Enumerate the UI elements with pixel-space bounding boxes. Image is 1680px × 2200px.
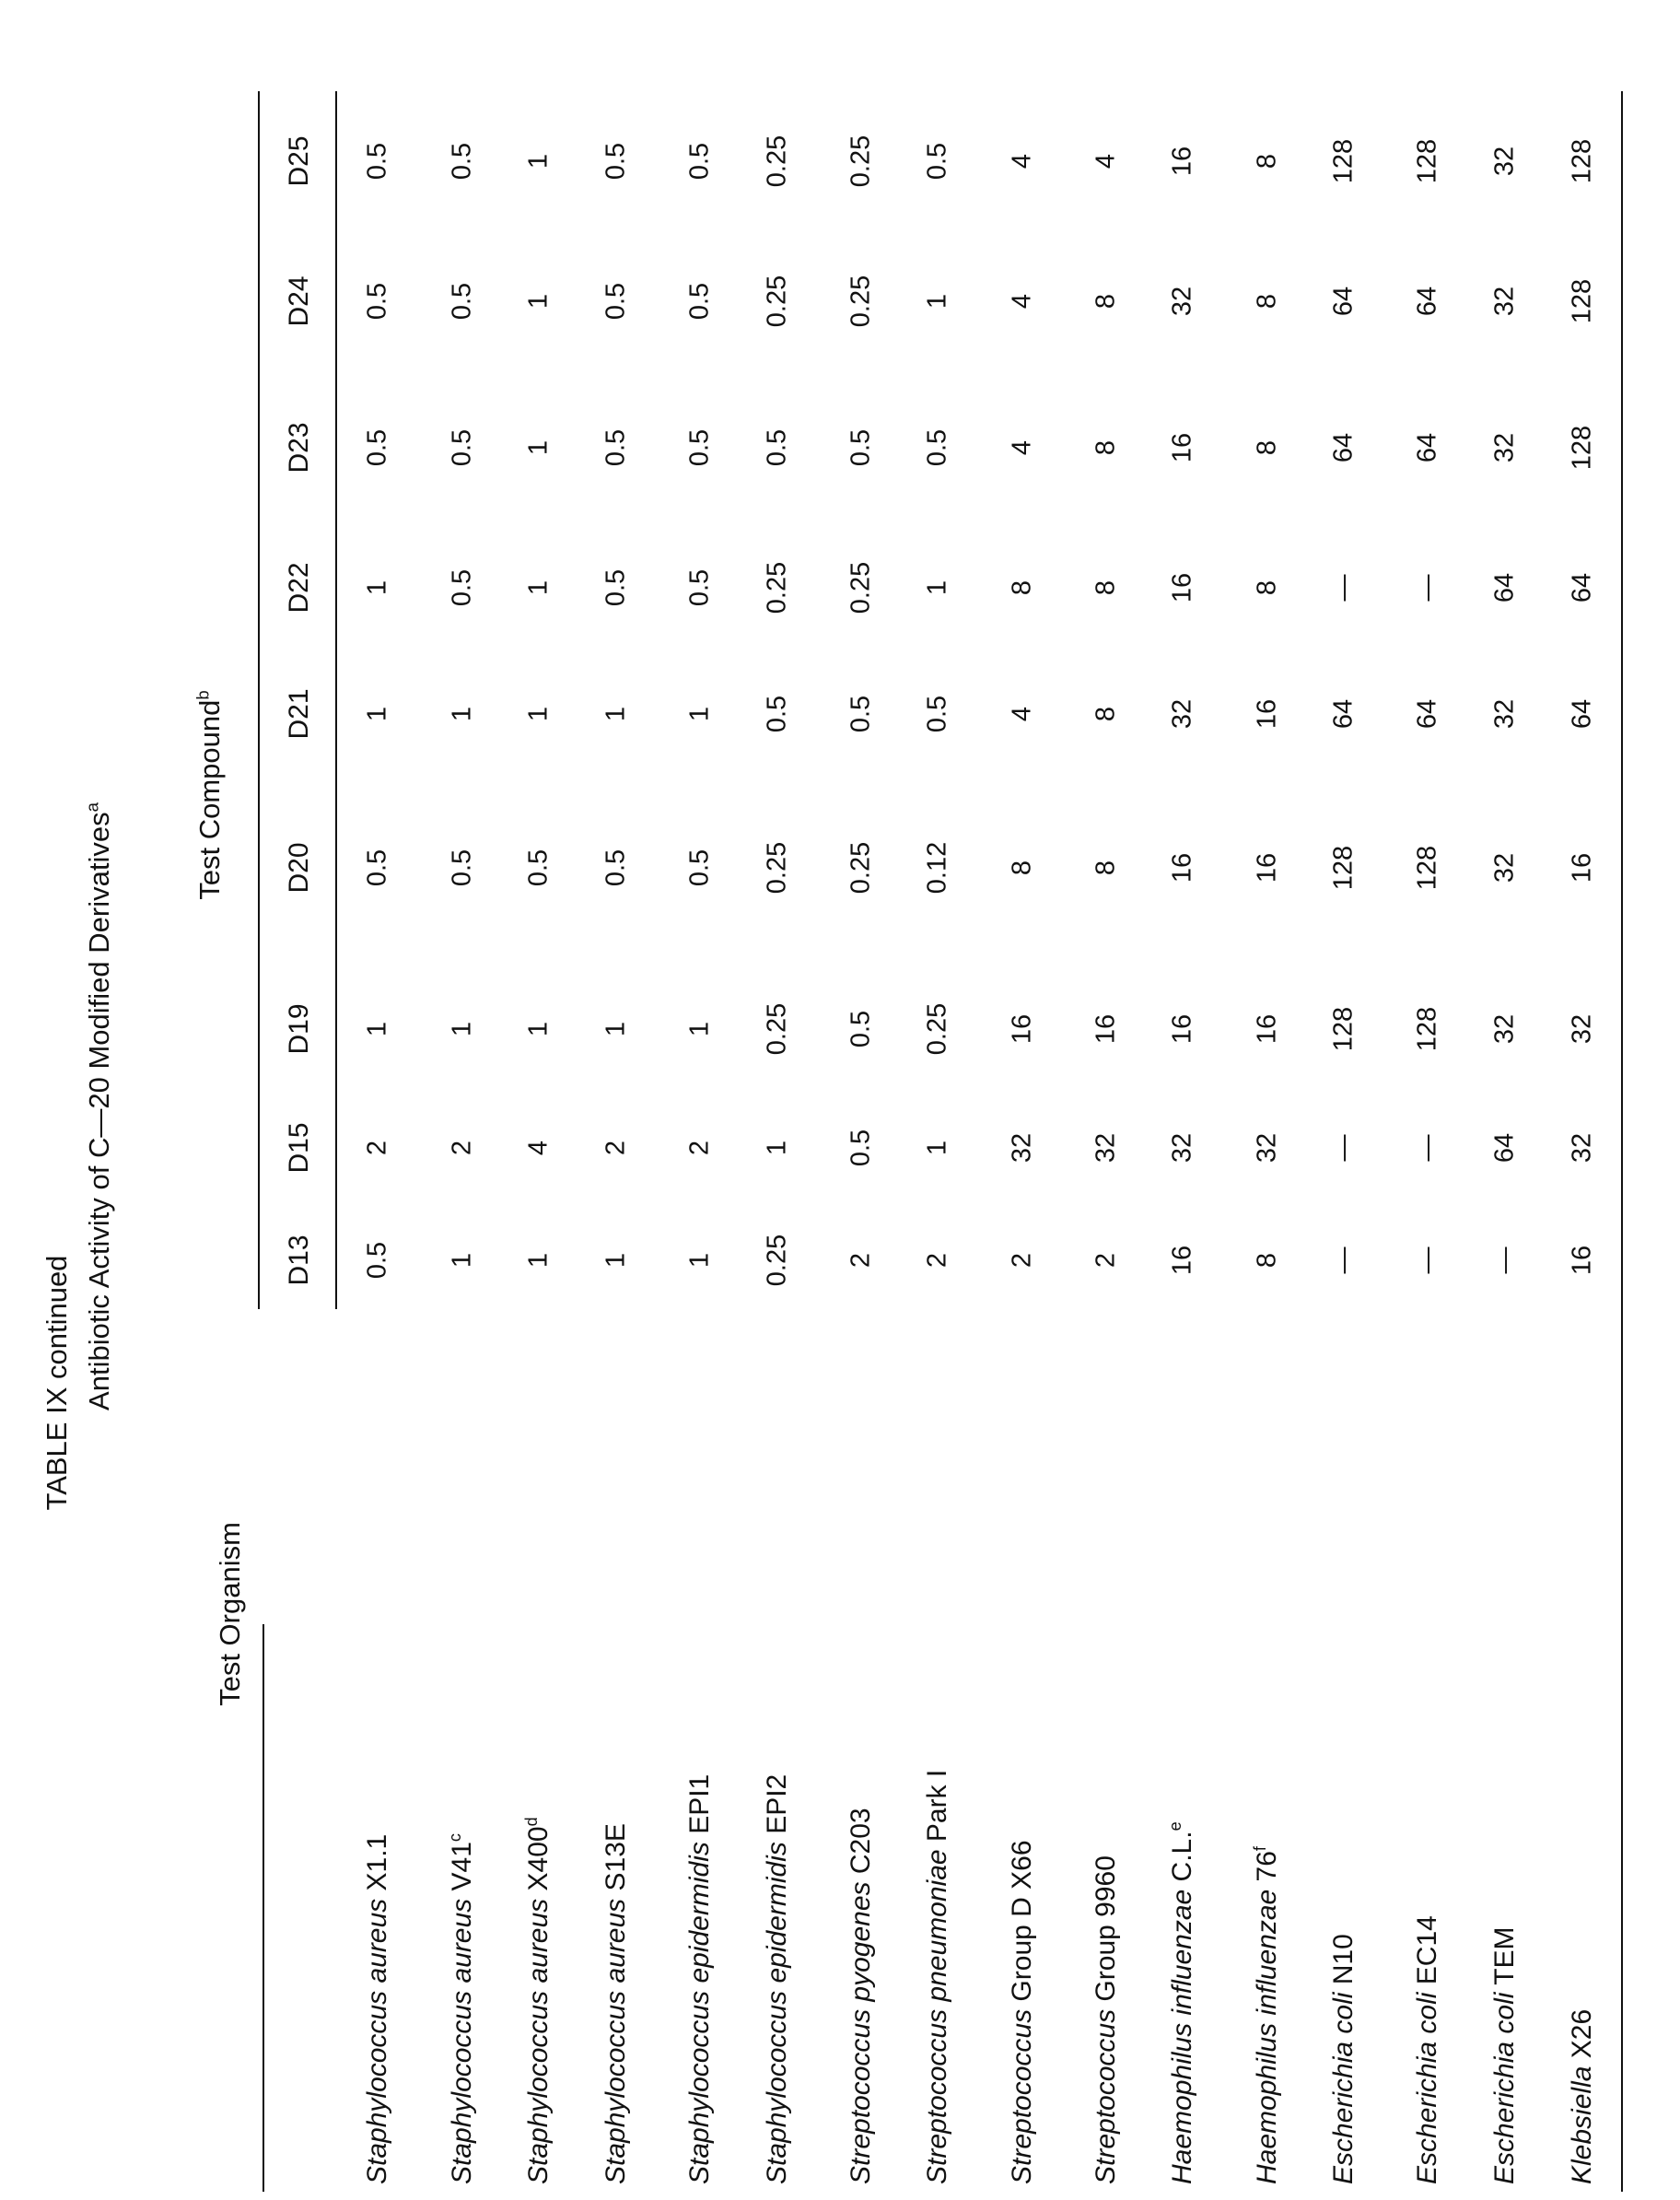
table-cell: 2: [601, 1141, 632, 1155]
organism-species: Escherichia coli: [1328, 1993, 1359, 2184]
organism-species: Staphylococcus epidermidis: [762, 1842, 792, 2184]
table-cell: 4: [1008, 154, 1038, 169]
table-cell: 8: [1008, 860, 1038, 875]
table-cell: 0.25: [923, 1003, 953, 1055]
table-cell: —: [1329, 1135, 1359, 1162]
organism-name: [684, 1774, 716, 2184]
column-header-d23: D23: [284, 422, 315, 473]
table-cell: 0.5: [601, 569, 632, 606]
organism-strain: C203: [846, 1808, 876, 1874]
table-cell: 1: [524, 294, 554, 309]
table-cell: 0.5: [763, 696, 793, 732]
table-cell: 0.5: [448, 283, 478, 320]
table-cell: 32: [1490, 433, 1521, 462]
table-cell: 0.5: [524, 849, 554, 886]
column-header-d21: D21: [284, 688, 315, 739]
organism-strain: X26: [1567, 2009, 1597, 2058]
table-cell: 16: [1168, 1246, 1198, 1275]
table-cell: 4: [1008, 707, 1038, 721]
column-header-d24: D24: [284, 275, 315, 326]
organism-strain: X1.1: [362, 1834, 392, 1891]
organism-species: Escherichia coli: [1489, 1993, 1520, 2184]
organism-name: [1489, 1926, 1521, 2184]
column-header-rule: [335, 91, 337, 1309]
table-cell: 128: [1413, 1007, 1443, 1051]
table-cell: 8: [1091, 580, 1122, 595]
table-cell: 0.5: [685, 429, 716, 466]
table-cell: —: [1490, 1247, 1521, 1274]
table-cell: 128: [1329, 1007, 1359, 1051]
table-cell: 64: [1490, 1133, 1521, 1163]
table-cell: 0.5: [685, 283, 716, 320]
table-cell: 32: [1490, 287, 1521, 316]
table-cell: 8: [1091, 440, 1122, 455]
organism-strain: EC14: [1412, 1915, 1442, 1984]
table-cell: 0.25: [846, 135, 877, 187]
organism-species: Staphylococcus aureus: [601, 1899, 631, 2184]
table-cell: 0.5: [846, 1129, 877, 1166]
organism-name: [846, 1808, 877, 2184]
organism-species: Staphylococcus aureus: [523, 1899, 554, 2184]
table-cell: 2: [923, 1253, 953, 1268]
table-cell: 2: [363, 1141, 393, 1155]
table-cell: 1: [923, 580, 953, 595]
table-cell: 4: [1008, 294, 1038, 309]
organism-strain: EPI2: [762, 1774, 792, 1834]
table-cell: 1: [363, 707, 393, 721]
table-title: TABLE IX continued: [41, 1256, 74, 1511]
table-cell: 8: [1091, 860, 1122, 875]
table-cell: 0.25: [763, 1235, 793, 1286]
organism-species: Streptococcus pneumoniae: [922, 1849, 952, 2184]
organism-strain: Group 9960: [1091, 1855, 1121, 2001]
strain-footnote: e: [1166, 1821, 1184, 1831]
organism-name: [447, 1833, 478, 2184]
table-cell: —: [1413, 1135, 1443, 1162]
table-cell: 16: [1253, 1014, 1283, 1044]
table-cell: 1: [448, 707, 478, 721]
table-cell: 0.5: [685, 569, 716, 606]
table-cell: 0.5: [685, 849, 716, 886]
compound-header-rule: [258, 91, 260, 1309]
table-cell: 0.5: [363, 429, 393, 466]
table-cell: 0.25: [763, 842, 793, 894]
organism-strain: V41: [447, 1842, 477, 1890]
table-cell: 1: [685, 1022, 716, 1036]
table-cell: 1: [685, 707, 716, 721]
table-cell: 16: [1168, 573, 1198, 603]
strain-footnote: c: [446, 1833, 464, 1842]
table-cell: 0.5: [601, 143, 632, 180]
table-cell: 0.5: [601, 283, 632, 320]
table-cell: 0.5: [448, 569, 478, 606]
organism-strain: N10: [1328, 1934, 1359, 1984]
table-cell: 0.5: [763, 429, 793, 466]
table-cell: 32: [1091, 1133, 1122, 1163]
table-cell: 32: [1008, 1133, 1038, 1163]
table-cell: 32: [1490, 853, 1521, 883]
table-cell: 1: [363, 580, 393, 595]
organism-name: [1328, 1934, 1359, 2184]
table-cell: 1: [601, 1253, 632, 1268]
organism-strain: 76: [1252, 1851, 1282, 1881]
organism-species: Streptococcus: [1091, 2009, 1121, 2184]
table-cell: 1: [601, 1022, 632, 1036]
table-cell: 0.5: [363, 849, 393, 886]
table-cell: 0.25: [846, 562, 877, 614]
table-cell: 0.25: [846, 275, 877, 327]
table-cell: 128: [1568, 139, 1598, 183]
table-cell: 0.25: [763, 135, 793, 187]
table-cell: 1: [448, 1022, 478, 1036]
column-header-d22: D22: [284, 562, 315, 613]
table-cell: 64: [1490, 573, 1521, 603]
column-header-d19: D19: [284, 1003, 315, 1054]
table-cell: 32: [1168, 287, 1198, 316]
table-cell: 64: [1413, 433, 1443, 462]
organism-header-rule: [262, 1624, 264, 2192]
table-cell: 0.5: [846, 696, 877, 732]
table-cell: 8: [1253, 580, 1283, 595]
table-cell: 16: [1253, 853, 1283, 883]
table-cell: 1: [923, 1141, 953, 1155]
organism-name: [601, 1823, 632, 2184]
strain-footnote: f: [1251, 1846, 1269, 1851]
table-cell: —: [1413, 575, 1443, 602]
table-cell: 16: [1253, 699, 1283, 729]
organism-species: Streptococcus: [1007, 2009, 1037, 2184]
organism-strain: EPI1: [684, 1774, 715, 1834]
organism-name: [1167, 1821, 1198, 2184]
table-cell: 128: [1413, 846, 1443, 890]
table-cell: 4: [1008, 440, 1038, 455]
table-subtitle: [83, 802, 116, 1410]
table-cell: 0.5: [448, 429, 478, 466]
table-cell: 1: [763, 1141, 793, 1155]
organism-species: Haemophilus influenzae: [1252, 1890, 1282, 2184]
table-cell: 32: [1253, 1133, 1283, 1163]
table-cell: 2: [448, 1141, 478, 1155]
table-cell: 64: [1329, 433, 1359, 462]
table-cell: 16: [1168, 1014, 1198, 1044]
table-cell: 64: [1413, 287, 1443, 316]
table-cell: 4: [1091, 154, 1122, 169]
table-cell: 0.5: [923, 429, 953, 466]
table-cell: 0.5: [846, 429, 877, 466]
table-bottom-rule: [1621, 91, 1623, 2192]
table-cell: 128: [1568, 279, 1598, 323]
table-cell: 64: [1568, 699, 1598, 729]
table-cell: 32: [1568, 1133, 1598, 1163]
table-cell: 0.25: [763, 562, 793, 614]
column-header-d13: D13: [284, 1235, 315, 1285]
table-cell: 2: [1008, 1253, 1038, 1268]
table-cell: —: [1413, 1247, 1443, 1274]
table-cell: 0.5: [448, 849, 478, 886]
table-cell: 0.12: [923, 842, 953, 894]
table-cell: 64: [1329, 287, 1359, 316]
organism-species: Escherichia coli: [1412, 1993, 1442, 2184]
table-cell: 0.5: [363, 1242, 393, 1279]
table-cell: 1: [524, 1253, 554, 1268]
organism-name: [1412, 1915, 1443, 2184]
organism-species: Staphylococcus aureus: [362, 1899, 392, 2184]
table-cell: 64: [1568, 573, 1598, 603]
organism-name: [1091, 1855, 1122, 2184]
organism-species: Haemophilus influenzae: [1167, 1890, 1197, 2184]
table-cell: 2: [1091, 1253, 1122, 1268]
table-cell: 8: [1253, 294, 1283, 309]
table-cell: 1: [524, 440, 554, 455]
organism-name: [1007, 1840, 1038, 2184]
organism-strain: Park I: [922, 1770, 952, 1842]
table-cell: 1: [363, 1022, 393, 1036]
table-cell: 0.5: [685, 143, 716, 180]
table-cell: 16: [1568, 853, 1598, 883]
table-cell: 32: [1568, 1014, 1598, 1044]
table-cell: 16: [1568, 1246, 1598, 1275]
table-cell: 8: [1091, 294, 1122, 309]
table-cell: 128: [1329, 846, 1359, 890]
table-cell: 2: [846, 1253, 877, 1268]
table-cell: 1: [524, 154, 554, 169]
organism-strain: X400: [523, 1826, 554, 1890]
column-header-d20: D20: [284, 842, 315, 893]
table-cell: 128: [1329, 139, 1359, 183]
table-cell: 64: [1329, 699, 1359, 729]
table-cell: 16: [1168, 853, 1198, 883]
table-cell: —: [1329, 575, 1359, 602]
table-cell: 4: [524, 1141, 554, 1155]
organism-name: [1252, 1846, 1283, 2184]
organism-species: Staphylococcus aureus: [447, 1899, 477, 2184]
table-cell: 0.5: [601, 429, 632, 466]
strain-footnote: d: [522, 1817, 541, 1826]
organism-name: [922, 1770, 953, 2184]
table-cell: 16: [1168, 146, 1198, 176]
table-cell: 1: [524, 707, 554, 721]
table-cell: 0.25: [763, 1003, 793, 1055]
table-cell: 32: [1490, 1014, 1521, 1044]
organism-name: [762, 1774, 793, 2184]
table-cell: 32: [1490, 699, 1521, 729]
table-cell: 1: [685, 1253, 716, 1268]
table-cell: 8: [1253, 440, 1283, 455]
organism-name: [362, 1834, 393, 2184]
table-cell: 0.5: [601, 849, 632, 886]
table-cell: 0.5: [448, 143, 478, 180]
organism-strain: C.L.: [1167, 1831, 1197, 1881]
organism-species: Klebsiella: [1567, 2066, 1597, 2184]
table-cell: 32: [1168, 699, 1198, 729]
table-cell: 0.25: [763, 275, 793, 327]
organism-strain: Group D X66: [1007, 1840, 1037, 2001]
compound-header-text: Test Compound: [193, 700, 226, 900]
table-cell: 8: [1253, 154, 1283, 169]
column-header-d25: D25: [284, 135, 315, 186]
table-cell: 0.5: [846, 1011, 877, 1047]
organism-strain: S13E: [601, 1823, 631, 1890]
subtitle-text: Antibiotic Activity of C—20 Modified Derivatives: [83, 812, 115, 1410]
test-organism-header: Test Organism: [214, 1522, 247, 1706]
table-cell: 1: [601, 707, 632, 721]
table-cell: 1: [923, 294, 953, 309]
table-cell: 32: [1490, 146, 1521, 176]
compound-footnote: b: [193, 690, 213, 699]
organism-name: [1567, 2009, 1598, 2184]
table-cell: 1: [448, 1253, 478, 1268]
test-compound-header: [193, 690, 227, 899]
table-cell: 0.5: [363, 143, 393, 180]
table-cell: —: [1329, 1247, 1359, 1274]
table-cell: 0.25: [846, 842, 877, 894]
table-cell: 0.5: [923, 696, 953, 732]
organism-species: Staphylococcus epidermidis: [684, 1842, 715, 2184]
subtitle-footnote: a: [83, 802, 102, 812]
table-cell: 1: [524, 1022, 554, 1036]
table-cell: 16: [1091, 1014, 1122, 1044]
table-cell: 1: [524, 580, 554, 595]
table-cell: 0.5: [923, 143, 953, 180]
table-cell: 0.5: [363, 283, 393, 320]
table-cell: 16: [1168, 433, 1198, 462]
organism-species: Streptococcus pyogenes: [846, 1881, 876, 2184]
table-cell: 8: [1008, 580, 1038, 595]
organism-name: [523, 1817, 554, 2184]
table-cell: 128: [1568, 426, 1598, 470]
rotated-table-page: [0, 0, 1680, 2200]
table-cell: 32: [1168, 1133, 1198, 1163]
table-cell: 64: [1413, 699, 1443, 729]
table-cell: 8: [1253, 1253, 1283, 1268]
column-header-d15: D15: [284, 1122, 315, 1173]
table-cell: 16: [1008, 1014, 1038, 1044]
table-cell: 128: [1413, 139, 1443, 183]
organism-strain: TEM: [1489, 1926, 1520, 1984]
table-cell: 2: [685, 1141, 716, 1155]
table-cell: 8: [1091, 707, 1122, 721]
